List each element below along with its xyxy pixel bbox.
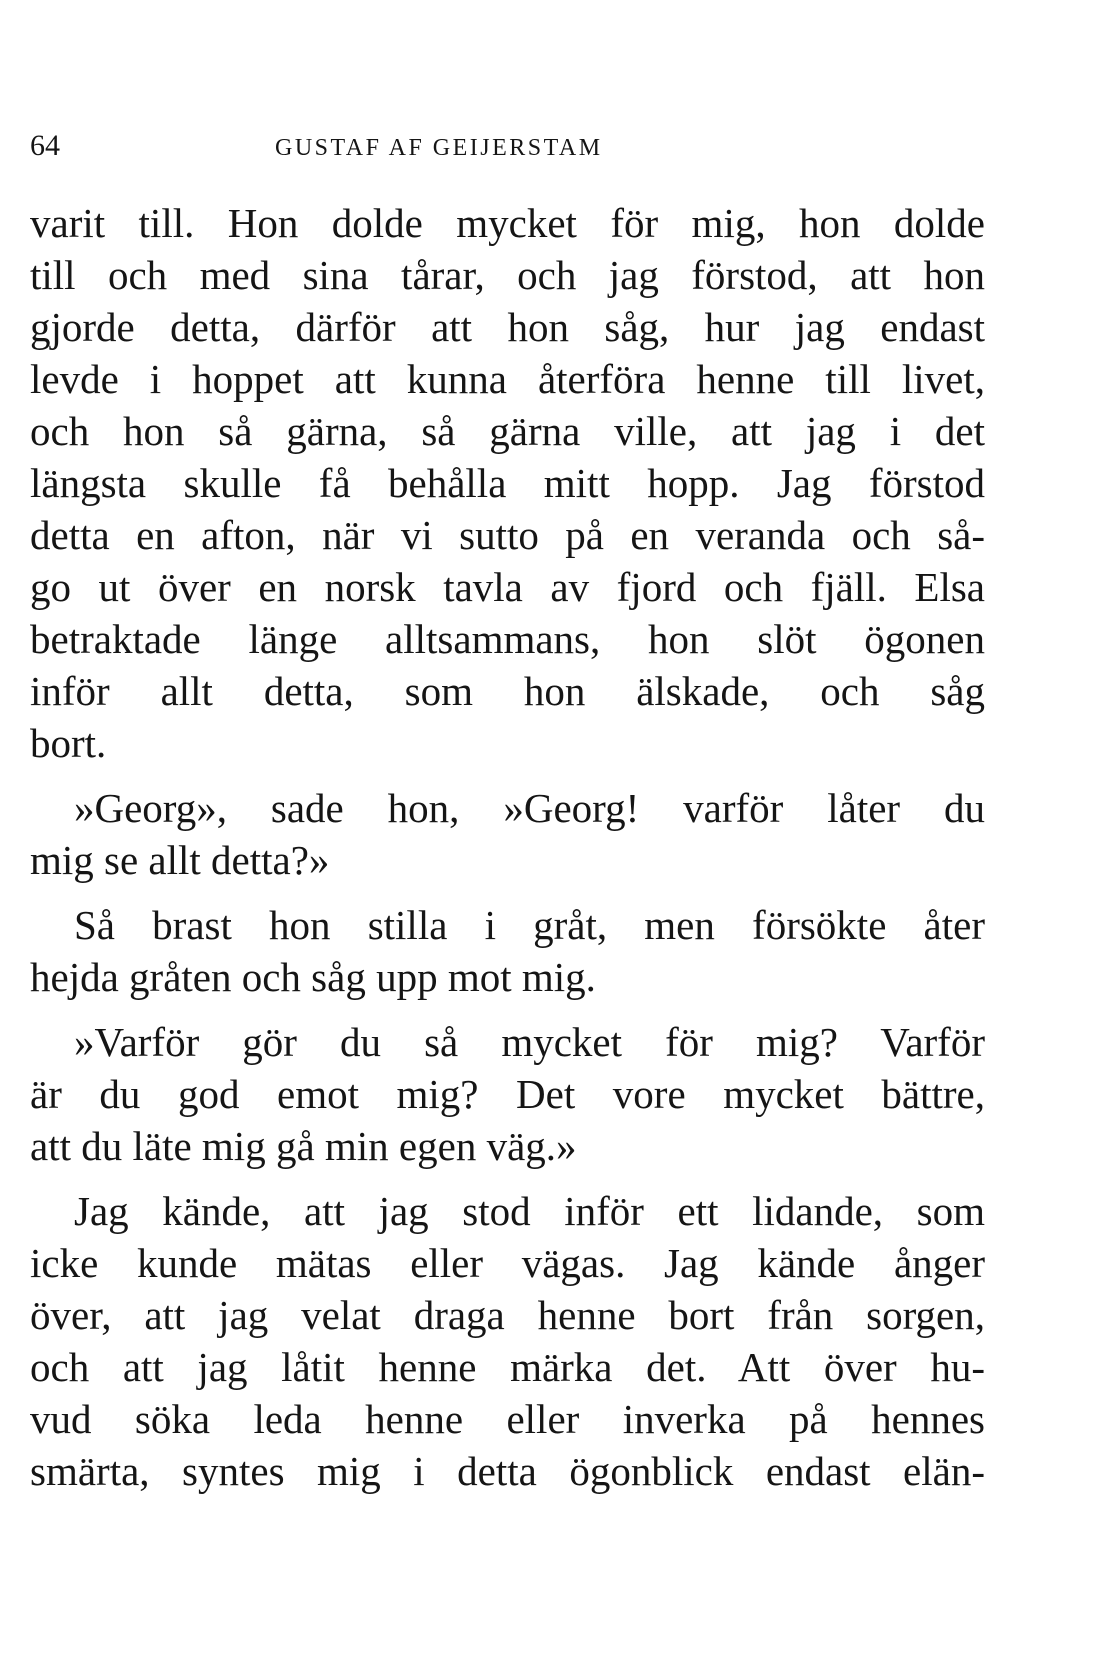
text-line: mig se allt detta?» <box>30 837 330 883</box>
text-line: »Varför gör du så mycket för mig? Varför <box>74 1019 985 1065</box>
body-text <box>30 197 985 1497</box>
paragraph-4 <box>30 1016 985 1172</box>
paragraph-2 <box>30 782 985 886</box>
text-line: längsta skulle få behålla mitt hopp. Jag förstod <box>30 460 985 506</box>
paragraph-3 <box>30 899 985 1003</box>
text-line: varit till. Hon dolde mycket för mig, hon dolde <box>30 200 985 246</box>
page-number: 64 <box>30 129 60 162</box>
text-line: smärta, syntes mig i detta ögonblick endast elän- <box>30 1448 985 1494</box>
text-line: över, att jag velat draga henne bort från sorgen, <box>30 1292 985 1338</box>
text-line: och hon så gärna, så gärna ville, att jag i det <box>30 408 985 454</box>
text-line: levde i hoppet att kunna återföra henne till livet, <box>30 356 985 402</box>
paragraph-1 <box>30 197 985 769</box>
text-line: icke kunde mätas eller vägas. Jag kände ånger <box>30 1240 985 1286</box>
text-line: att du läte mig gå min egen väg.» <box>30 1123 577 1169</box>
text-line: hejda gråten och såg upp mot mig. <box>30 954 596 1000</box>
text-line: till och med sina tårar, och jag förstod, att hon <box>30 252 985 298</box>
running-title: GUSTAF AF GEIJERSTAM <box>275 135 603 161</box>
text-line: och att jag låtit henne märka det. Att över hu- <box>30 1344 985 1390</box>
paragraph-5 <box>30 1185 985 1497</box>
text-line: vud söka leda henne eller inverka på hennes <box>30 1396 985 1442</box>
text-line: betraktade länge alltsammans, hon slöt ögonen <box>30 616 985 662</box>
text-line: Så brast hon stilla i gråt, men försökte åter <box>74 902 985 948</box>
text-line: »Georg», sade hon, »Georg! varför låter du <box>74 785 985 831</box>
text-line: är du god emot mig? Det vore mycket bättre, <box>30 1071 985 1117</box>
text-line: bort. <box>30 720 107 766</box>
running-head <box>30 126 1030 166</box>
text-line: go ut över en norsk tavla av fjord och fjäll. Elsa <box>30 564 985 610</box>
text-line: inför allt detta, som hon älskade, och såg <box>30 668 985 714</box>
text-line: Jag kände, att jag stod inför ett lidande, som <box>74 1188 985 1234</box>
text-line: detta en afton, när vi sutto på en veranda och så- <box>30 512 985 558</box>
text-line: gjorde detta, därför att hon såg, hur jag endast <box>30 304 985 350</box>
